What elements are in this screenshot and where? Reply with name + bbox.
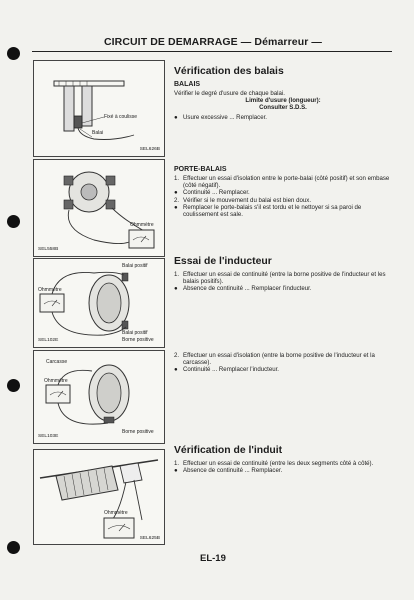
figure-code: SEL625B [139,536,160,541]
section-title: Essai de l'inducteur [174,256,272,267]
figure-code: SEL102E [38,338,59,343]
list-item-text: Usure excessive ... Remplacer. [183,113,267,121]
wear-limit-value: Consulter S.D.S. [259,104,307,112]
list-marker: ● [174,285,178,293]
section-subtitle: PORTE-BALAIS [174,166,227,173]
list-item [174,189,392,196]
list-item [174,285,392,292]
list-marker: ● [174,366,178,374]
list-marker: 2. [174,352,180,359]
list-marker: 2. [174,196,180,204]
figure-armature [33,449,165,545]
list-item [174,271,392,285]
figure-brush-caliper [33,60,165,157]
section-brush-holder [174,166,392,218]
section-field-coil-test-2 [174,352,392,374]
figure-code: SEL558B [38,247,59,252]
list-item [174,460,392,467]
list-item [174,204,392,218]
binder-hole [7,541,20,554]
label-positive-terminal: Borne positive [122,337,154,343]
section-subtitle: BALAIS [174,81,201,88]
label-positive-brush-bottom: Balai positif [122,330,148,336]
list-item-text: Continuité ... Remplacer. [183,189,250,197]
section-field-coil-test [174,256,392,293]
list-item-text: Effectuer un essai de continuité (entre la borne positive de l'inducteur et les balais positifs). [183,271,386,286]
list-marker: 1. [174,175,180,182]
label-ohmmeter: Ohmmètre [104,510,128,516]
list-item-text: Effectuer un essai d'isolation entre le porte-balai (côté positif) et son embase (côté négatif). [183,175,390,190]
list-item-text: Vérifier si le mouvement du balai est bien doux. [183,196,312,204]
page-number: EL-19 [200,553,226,564]
list-item [174,366,392,373]
list-item [174,197,392,204]
list-item [174,467,392,474]
list-marker: ● [174,467,178,475]
header-rule [32,51,392,52]
wear-limit-label: Limite d'usure (longueur): [245,97,321,105]
list-marker: 1. [174,271,180,278]
binder-hole [7,379,20,392]
label-frame: Carcasse [46,359,68,365]
binder-hole [7,47,20,60]
list-item-text: Effectuer un essai d'isolation (entre la borne positive de l'inducteur et la carcasse). [183,352,375,367]
paragraph: Vérifier le degré d'usure de chaque balai. [174,90,285,97]
section-title: Vérification des balais [174,66,284,77]
list-item-text: Absence de continuité ... Remplacer l'inducteur. [183,285,312,293]
binder-hole [7,215,20,228]
bullet: ● [174,113,178,121]
page-header: CIRCUIT DE DEMARRAGE — Démarreur — [103,36,323,48]
list-item [174,352,392,366]
list-item [174,114,392,121]
label-ohmmeter: Ohmmètre [130,222,154,228]
list-item-text: Absence de continuité ... Remplacer. [183,467,283,475]
figure-yoke-insulation [33,350,165,444]
list-item-text: Remplacer le porte-balais s'il est tordu et le nettoyer si sa paroi de coulissement est sale. [183,203,362,219]
section-armature-check [174,445,392,474]
figure-brush-holder [33,159,165,257]
label-ohmmeter: Ohmmètre [38,287,62,293]
list-marker: 1. [174,460,180,467]
figure-code: SEL626B [139,147,160,152]
label-brush: Balai [92,130,104,136]
section-title: Vérification de l'induit [174,445,283,456]
list-marker: ● [174,189,178,197]
figure-yoke-continuity [33,258,165,348]
list-item-text: Continuité ... Remplacer l'inducteur. [183,366,280,374]
label-positive-brush-top: Balai positif [122,263,148,269]
list-marker: ● [174,203,178,211]
figure-code: SEL103E [38,434,59,439]
list-item-text: Effectuer un essai de continuité (entre les deux segments côté à côté). [183,460,374,467]
label-ohmmeter: Ohmmètre [44,378,68,384]
list-item [174,175,392,189]
label-slide-caliper: Fixé à coulisse [104,114,138,120]
section-brush-check [174,66,392,121]
label-positive-terminal: Borne positive [122,429,154,435]
